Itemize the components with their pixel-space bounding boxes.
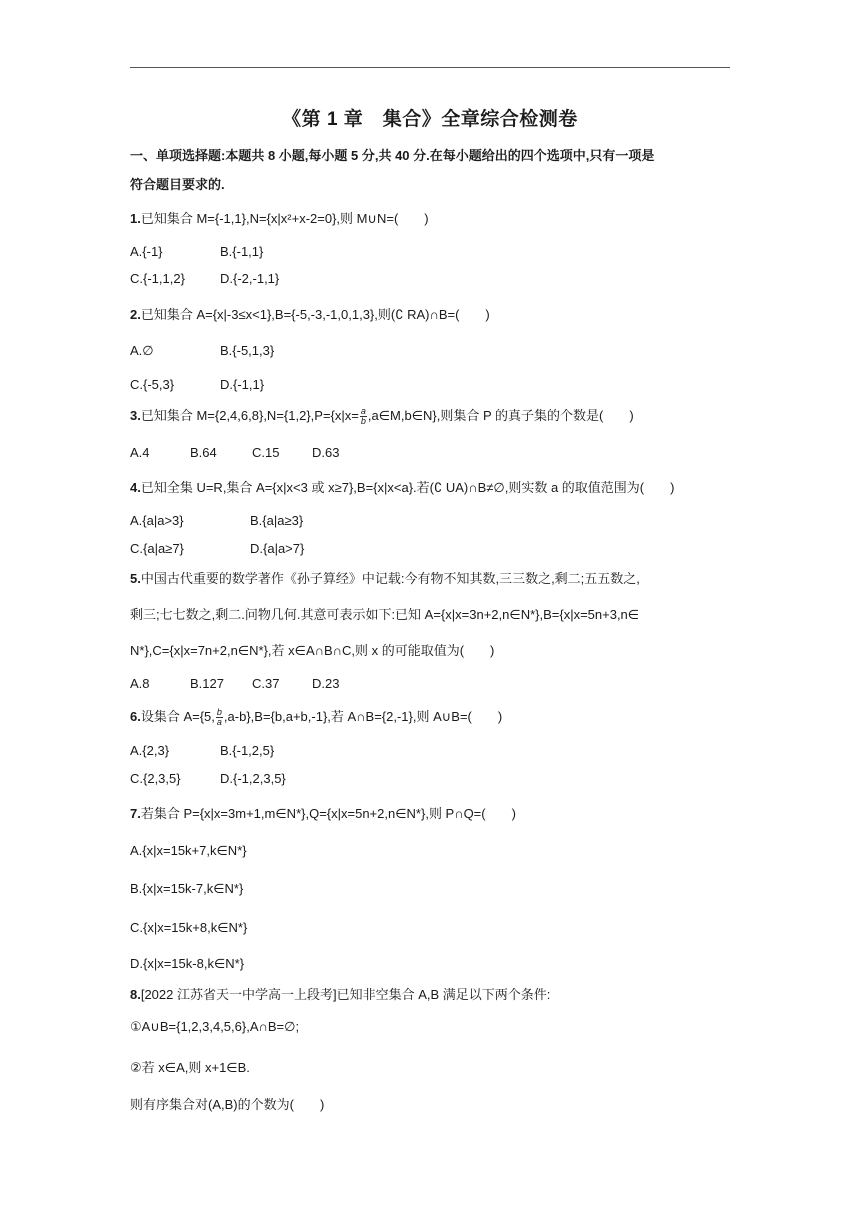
q6-option-a: A.{2,3} bbox=[130, 743, 170, 758]
q3-option-d: D.63 bbox=[312, 445, 340, 460]
question-5-text-line2: 剩三;七七数之,剩二.问物几何.其意可表示如下:已知 A={x|x=3n+2,n∈N*},B={x|x=5n+3,n∈ bbox=[130, 607, 640, 622]
question-6 bbox=[130, 706, 502, 727]
q6-option-d: D.{-1,2,3,5} bbox=[220, 771, 286, 786]
question-1 bbox=[130, 208, 429, 227]
q1-option-c: C.{-1,1,2} bbox=[130, 271, 185, 286]
q1-option-a: A.{-1} bbox=[130, 244, 163, 259]
question-7-number: 7. bbox=[130, 806, 141, 821]
section-heading-line2: 符合题目要求的. bbox=[130, 177, 225, 192]
question-4-number: 4. bbox=[130, 480, 141, 495]
q1-option-d: D.{-2,-1,1} bbox=[220, 271, 280, 286]
question-8-condition-1: ①A∪B={1,2,3,4,5,6},A∩B=∅; bbox=[130, 1019, 300, 1034]
question-5-line1 bbox=[130, 568, 640, 587]
q7-option-a: A.{x|x=15k+7,k∈N*} bbox=[130, 843, 247, 858]
q6-option-c: C.{2,3,5} bbox=[130, 771, 181, 786]
question-5-number: 5. bbox=[130, 571, 141, 586]
q3-option-b: B.64 bbox=[190, 445, 217, 460]
question-2-number: 2. bbox=[130, 307, 141, 322]
question-4-text: 已知全集 U=R,集合 A={x|x<3 或 x≥7},B={x|x<a}.若(∁ UA)∩B≠∅,则实数 a 的取值范围为( ) bbox=[140, 480, 675, 495]
question-8-number: 8. bbox=[130, 987, 141, 1002]
question-3-fraction bbox=[360, 407, 367, 426]
question-7-text: 若集合 P={x|x=3m+1,m∈N*},Q={x|x=5n+2,n∈N*},则 P∩Q=( ) bbox=[140, 806, 516, 821]
question-6-text-pre: 设集合 A={5, bbox=[140, 709, 215, 724]
question-3-text-pre: 已知集合 M={2,4,6,8},N={1,2},P={x|x= bbox=[140, 408, 359, 423]
page-title: 《第 1 章 集合》全章综合检测卷 bbox=[282, 109, 578, 130]
q5-option-c: C.37 bbox=[252, 676, 280, 691]
fraction-denominator: a bbox=[216, 717, 222, 728]
question-6-text-post: ,a-b},B={b,a+b,-1},若 A∩B={2,-1},则 A∪B=( ) bbox=[223, 709, 503, 724]
q5-option-d: D.23 bbox=[312, 676, 340, 691]
question-6-fraction bbox=[216, 708, 223, 727]
question-5-text-line3: N*},C={x|x=7n+2,n∈N*},若 x∈A∩B∩C,则 x 的可能取值为( ) bbox=[130, 643, 495, 658]
q4-option-d: D.{a|a>7} bbox=[250, 541, 305, 556]
q3-option-a: A.4 bbox=[130, 445, 150, 460]
q5-option-a: A.8 bbox=[130, 676, 150, 691]
question-6-number: 6. bbox=[130, 709, 141, 724]
q3-option-c: C.15 bbox=[252, 445, 280, 460]
question-8-text: [2022 江苏省天一中学高一上段考]已知非空集合 A,B 满足以下两个条件: bbox=[140, 987, 551, 1002]
question-1-text: 已知集合 M={-1,1},N={x|x²+x-2=0},则 M∪N=( ) bbox=[140, 211, 429, 226]
fraction-numerator: b bbox=[216, 707, 222, 718]
q2-option-b: B.{-5,1,3} bbox=[220, 343, 275, 358]
question-8-ask: 则有序集合对(A,B)的个数为( ) bbox=[130, 1097, 325, 1112]
question-2-text: 已知集合 A={x|-3≤x<1},B={-5,-3,-1,0,1,3},则(∁ RA)∩B=( ) bbox=[140, 307, 490, 322]
question-1-number: 1. bbox=[130, 211, 141, 226]
question-3 bbox=[130, 405, 634, 426]
q4-option-a: A.{a|a>3} bbox=[130, 513, 184, 528]
question-2 bbox=[130, 304, 490, 323]
question-3-number: 3. bbox=[130, 408, 141, 423]
q4-option-b: B.{a|a≥3} bbox=[250, 513, 304, 528]
fraction-numerator: a bbox=[360, 406, 366, 417]
question-8-condition-2: ②若 x∈A,则 x+1∈B. bbox=[130, 1060, 250, 1075]
q6-option-b: B.{-1,2,5} bbox=[220, 743, 275, 758]
section-heading bbox=[130, 141, 730, 199]
q1-option-b: B.{-1,1} bbox=[220, 244, 264, 259]
question-5-text-line1: 中国古代重要的数学著作《孙子算经》中记载:今有物不知其数,三三数之,剩二;五五数之, bbox=[140, 571, 640, 586]
q2-option-a: A.∅ bbox=[130, 343, 154, 358]
q4-option-c: C.{a|a≥7} bbox=[130, 541, 184, 556]
header-rule bbox=[130, 67, 730, 68]
question-4 bbox=[130, 477, 674, 496]
q2-option-d: D.{-1,1} bbox=[220, 377, 265, 392]
q7-option-b: B.{x|x=15k-7,k∈N*} bbox=[130, 881, 244, 896]
question-7 bbox=[130, 803, 516, 822]
q5-option-b: B.127 bbox=[190, 676, 224, 691]
q7-option-d: D.{x|x=15k-8,k∈N*} bbox=[130, 956, 245, 971]
q2-option-c: C.{-5,3} bbox=[130, 377, 175, 392]
question-8 bbox=[130, 984, 550, 1003]
section-heading-line1: 一、单项选择题:本题共 8 小题,每小题 5 分,共 40 分.在每小题给出的四个选项中,只有一项是 bbox=[130, 148, 655, 163]
q7-option-c: C.{x|x=15k+8,k∈N*} bbox=[130, 920, 248, 935]
fraction-denominator: b bbox=[360, 416, 366, 427]
question-3-text-post: ,a∈M,b∈N},则集合 P 的真子集的个数是( ) bbox=[367, 408, 634, 423]
